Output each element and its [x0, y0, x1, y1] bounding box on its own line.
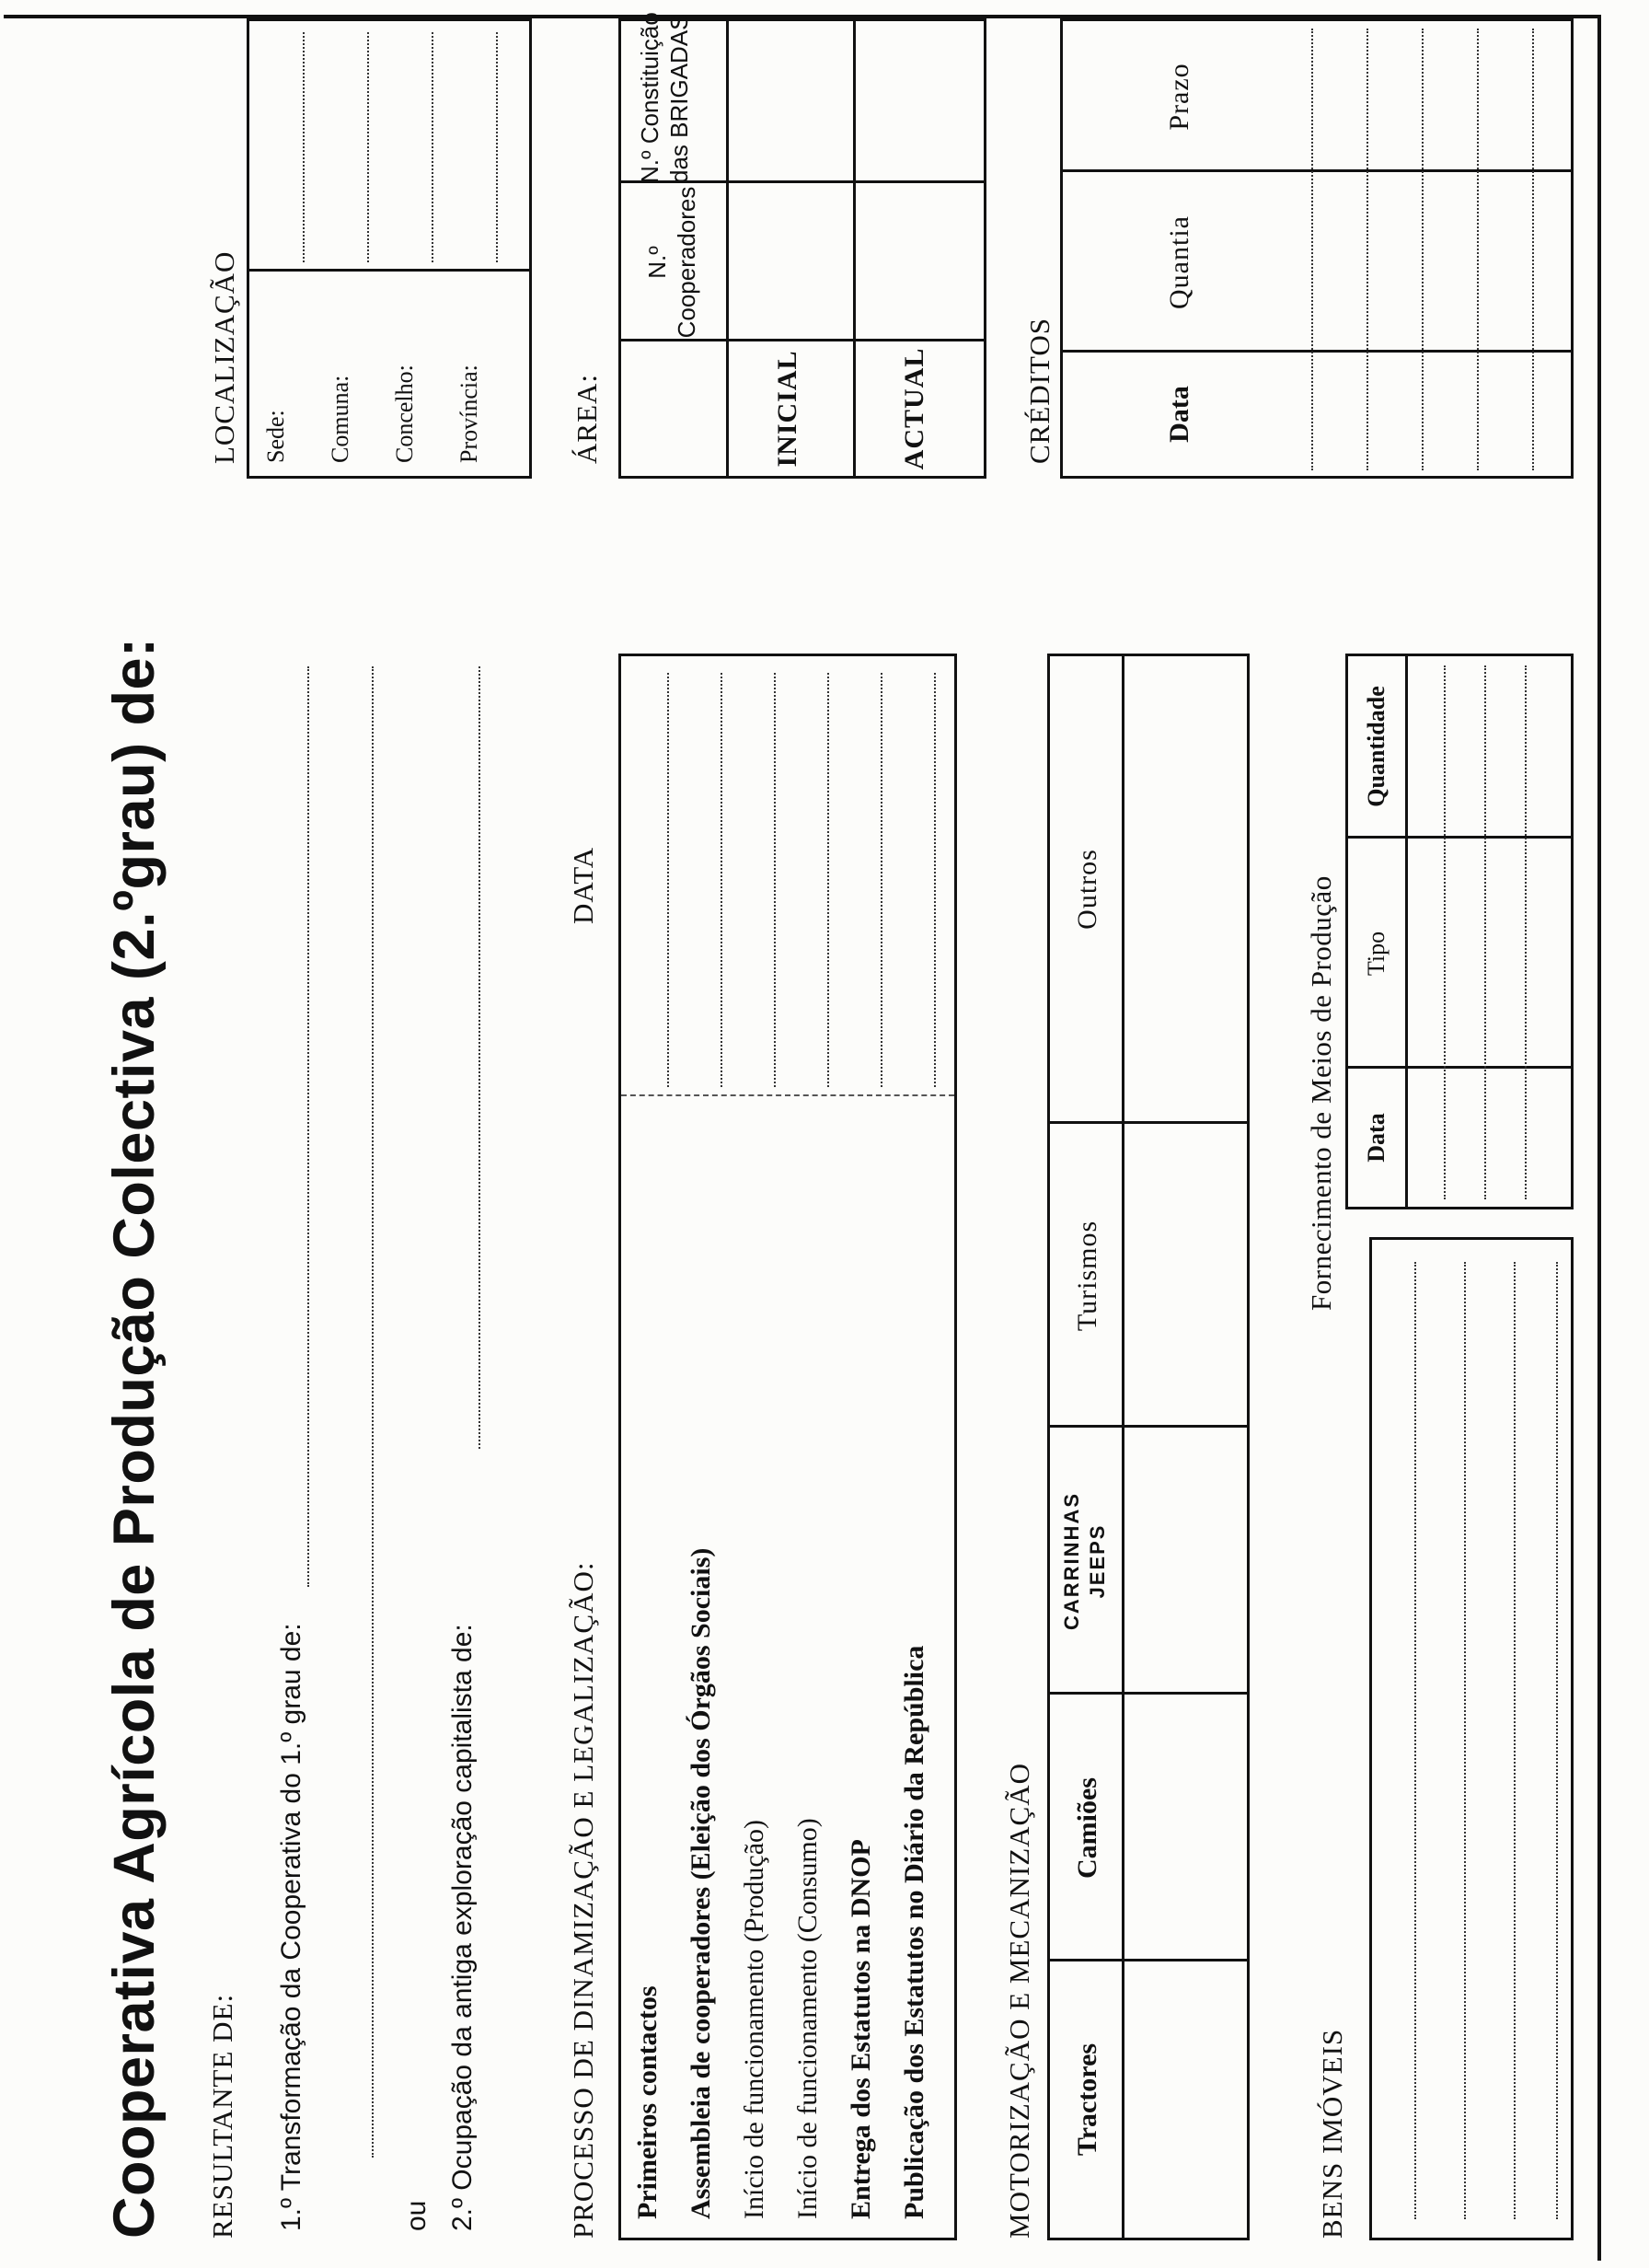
row-actual: ACTUAL: [899, 347, 929, 470]
col-brigadas-b: das BRIGADAS: [665, 14, 693, 183]
credito-line[interactable]: [1366, 29, 1368, 470]
processo-dashed-divider: [621, 1094, 954, 1096]
resultante-blank-line[interactable]: [372, 666, 374, 2158]
field-concelho: Concelho:: [391, 364, 418, 463]
field-comuna: Comuna:: [327, 375, 353, 463]
credito-line[interactable]: [1422, 29, 1424, 470]
localizacao-table: [247, 18, 532, 479]
fornecimento-line[interactable]: [1484, 665, 1486, 1199]
row-divider: [853, 21, 856, 476]
column-divider: [1063, 350, 1571, 353]
col-turismos: Turismos: [1072, 1220, 1102, 1332]
fornecimento-table: [1345, 654, 1574, 1209]
processo-item: Primeiros contactos: [632, 1985, 663, 2219]
fornecimento-line[interactable]: [1444, 665, 1446, 1199]
col-quantidade: Quantidade: [1363, 686, 1390, 807]
provincia-line[interactable]: [496, 32, 498, 262]
col-tipo: Tipo: [1363, 931, 1390, 977]
motorizacao-header-rule: [1122, 656, 1124, 2238]
col-brigadas-a: N.º Constituição: [636, 12, 663, 183]
processo-item: Assembleia de cooperadores (Eleição dos Órgãos Sociais): [686, 1547, 716, 2219]
col-carrinhas: CARRINHAS: [1060, 1492, 1083, 1630]
processo-item: Entrega dos Estatutos na DNOP: [846, 1839, 876, 2219]
motorizacao-table: [1047, 654, 1250, 2240]
bens-table: [1369, 1237, 1574, 2240]
field-provincia: Província:: [455, 364, 482, 463]
column-divider: [249, 269, 529, 272]
processo-item: Início de funcionamento (Consumo): [792, 1818, 823, 2219]
resultante-item-1-line[interactable]: [307, 666, 309, 1587]
row-inicial: INICIAL: [772, 350, 802, 468]
credito-line[interactable]: [1532, 29, 1534, 470]
resultante-item-1: 1.º Transformação da Cooperativa do 1.º grau de:: [276, 1623, 306, 2231]
bens-line[interactable]: [1464, 1262, 1466, 2219]
col-credito-data: Data: [1164, 386, 1194, 443]
fornecimento-heading: Fornecimento de Meios de Produção: [1305, 875, 1337, 1311]
creditos-heading: CRÉDITOS: [1023, 317, 1055, 464]
processo-item: Publicação dos Estatutos no Diário da República: [899, 1645, 929, 2219]
processo-data-label: DATA: [567, 846, 599, 924]
bens-line[interactable]: [1556, 1262, 1558, 2219]
bens-line[interactable]: [1514, 1262, 1516, 2219]
processo-date-line[interactable]: [721, 673, 722, 1087]
processo-heading: PROCESSO DE DINAMIZAÇÃO E LEGALIZAÇÃO:: [567, 1561, 599, 2239]
col-credito-prazo: Prazo: [1164, 63, 1194, 131]
col-camioes: Camiões: [1072, 1777, 1102, 1879]
col-tractores: Tractores: [1072, 2042, 1102, 2157]
creditos-table: [1060, 18, 1574, 479]
processo-date-line[interactable]: [827, 673, 829, 1087]
area-heading: ÁREA:: [571, 374, 603, 464]
resultante-item-2: 2.º Ocupação da antiga exploração capitalista de:: [447, 1624, 478, 2231]
row-divider: [726, 21, 729, 476]
motorizacao-heading: MOTORIZAÇÃO E MECANIZAÇÃO: [1003, 1763, 1035, 2239]
processo-item: Início de funcionamento (Produção): [739, 1819, 769, 2219]
field-sede: Sede:: [262, 410, 289, 463]
bens-heading: BENS IMÓVEIS: [1316, 2028, 1348, 2239]
col-jeeps: JEEPS: [1086, 1523, 1109, 1599]
col-data: Data: [1363, 1113, 1390, 1163]
sede-line[interactable]: [303, 32, 305, 262]
resultante-ou: ou: [401, 2200, 432, 2231]
credito-line[interactable]: [1311, 29, 1313, 470]
processo-date-line[interactable]: [667, 673, 669, 1087]
resultante-item-2-line[interactable]: [479, 666, 480, 1449]
comuna-line[interactable]: [367, 32, 369, 262]
processo-table: [618, 654, 957, 2240]
column-divider: [1063, 169, 1571, 172]
localizacao-heading: LOCALIZAÇÃO: [208, 250, 240, 464]
bens-line[interactable]: [1414, 1262, 1416, 2219]
fornecimento-line[interactable]: [1525, 665, 1527, 1199]
form-title: Cooperativa Agrícola de Produção Colectiva (2.ºgrau) de:: [102, 637, 167, 2239]
col-cooperadores-b: Cooperadores: [673, 186, 700, 339]
resultante-heading: RESULTANTE DE:: [206, 1993, 238, 2239]
processo-date-line[interactable]: [881, 673, 882, 1087]
col-cooperadores-a: N.º: [643, 246, 671, 279]
col-credito-quantia: Quantia: [1164, 215, 1194, 309]
processo-date-line[interactable]: [934, 673, 936, 1087]
credito-line[interactable]: [1477, 29, 1479, 470]
cooperadores-table: [618, 12, 986, 479]
processo-date-line[interactable]: [774, 673, 776, 1087]
concelho-line[interactable]: [432, 32, 433, 262]
col-outros: Outros: [1072, 849, 1102, 930]
fornecimento-header-rule: [1405, 656, 1408, 1207]
